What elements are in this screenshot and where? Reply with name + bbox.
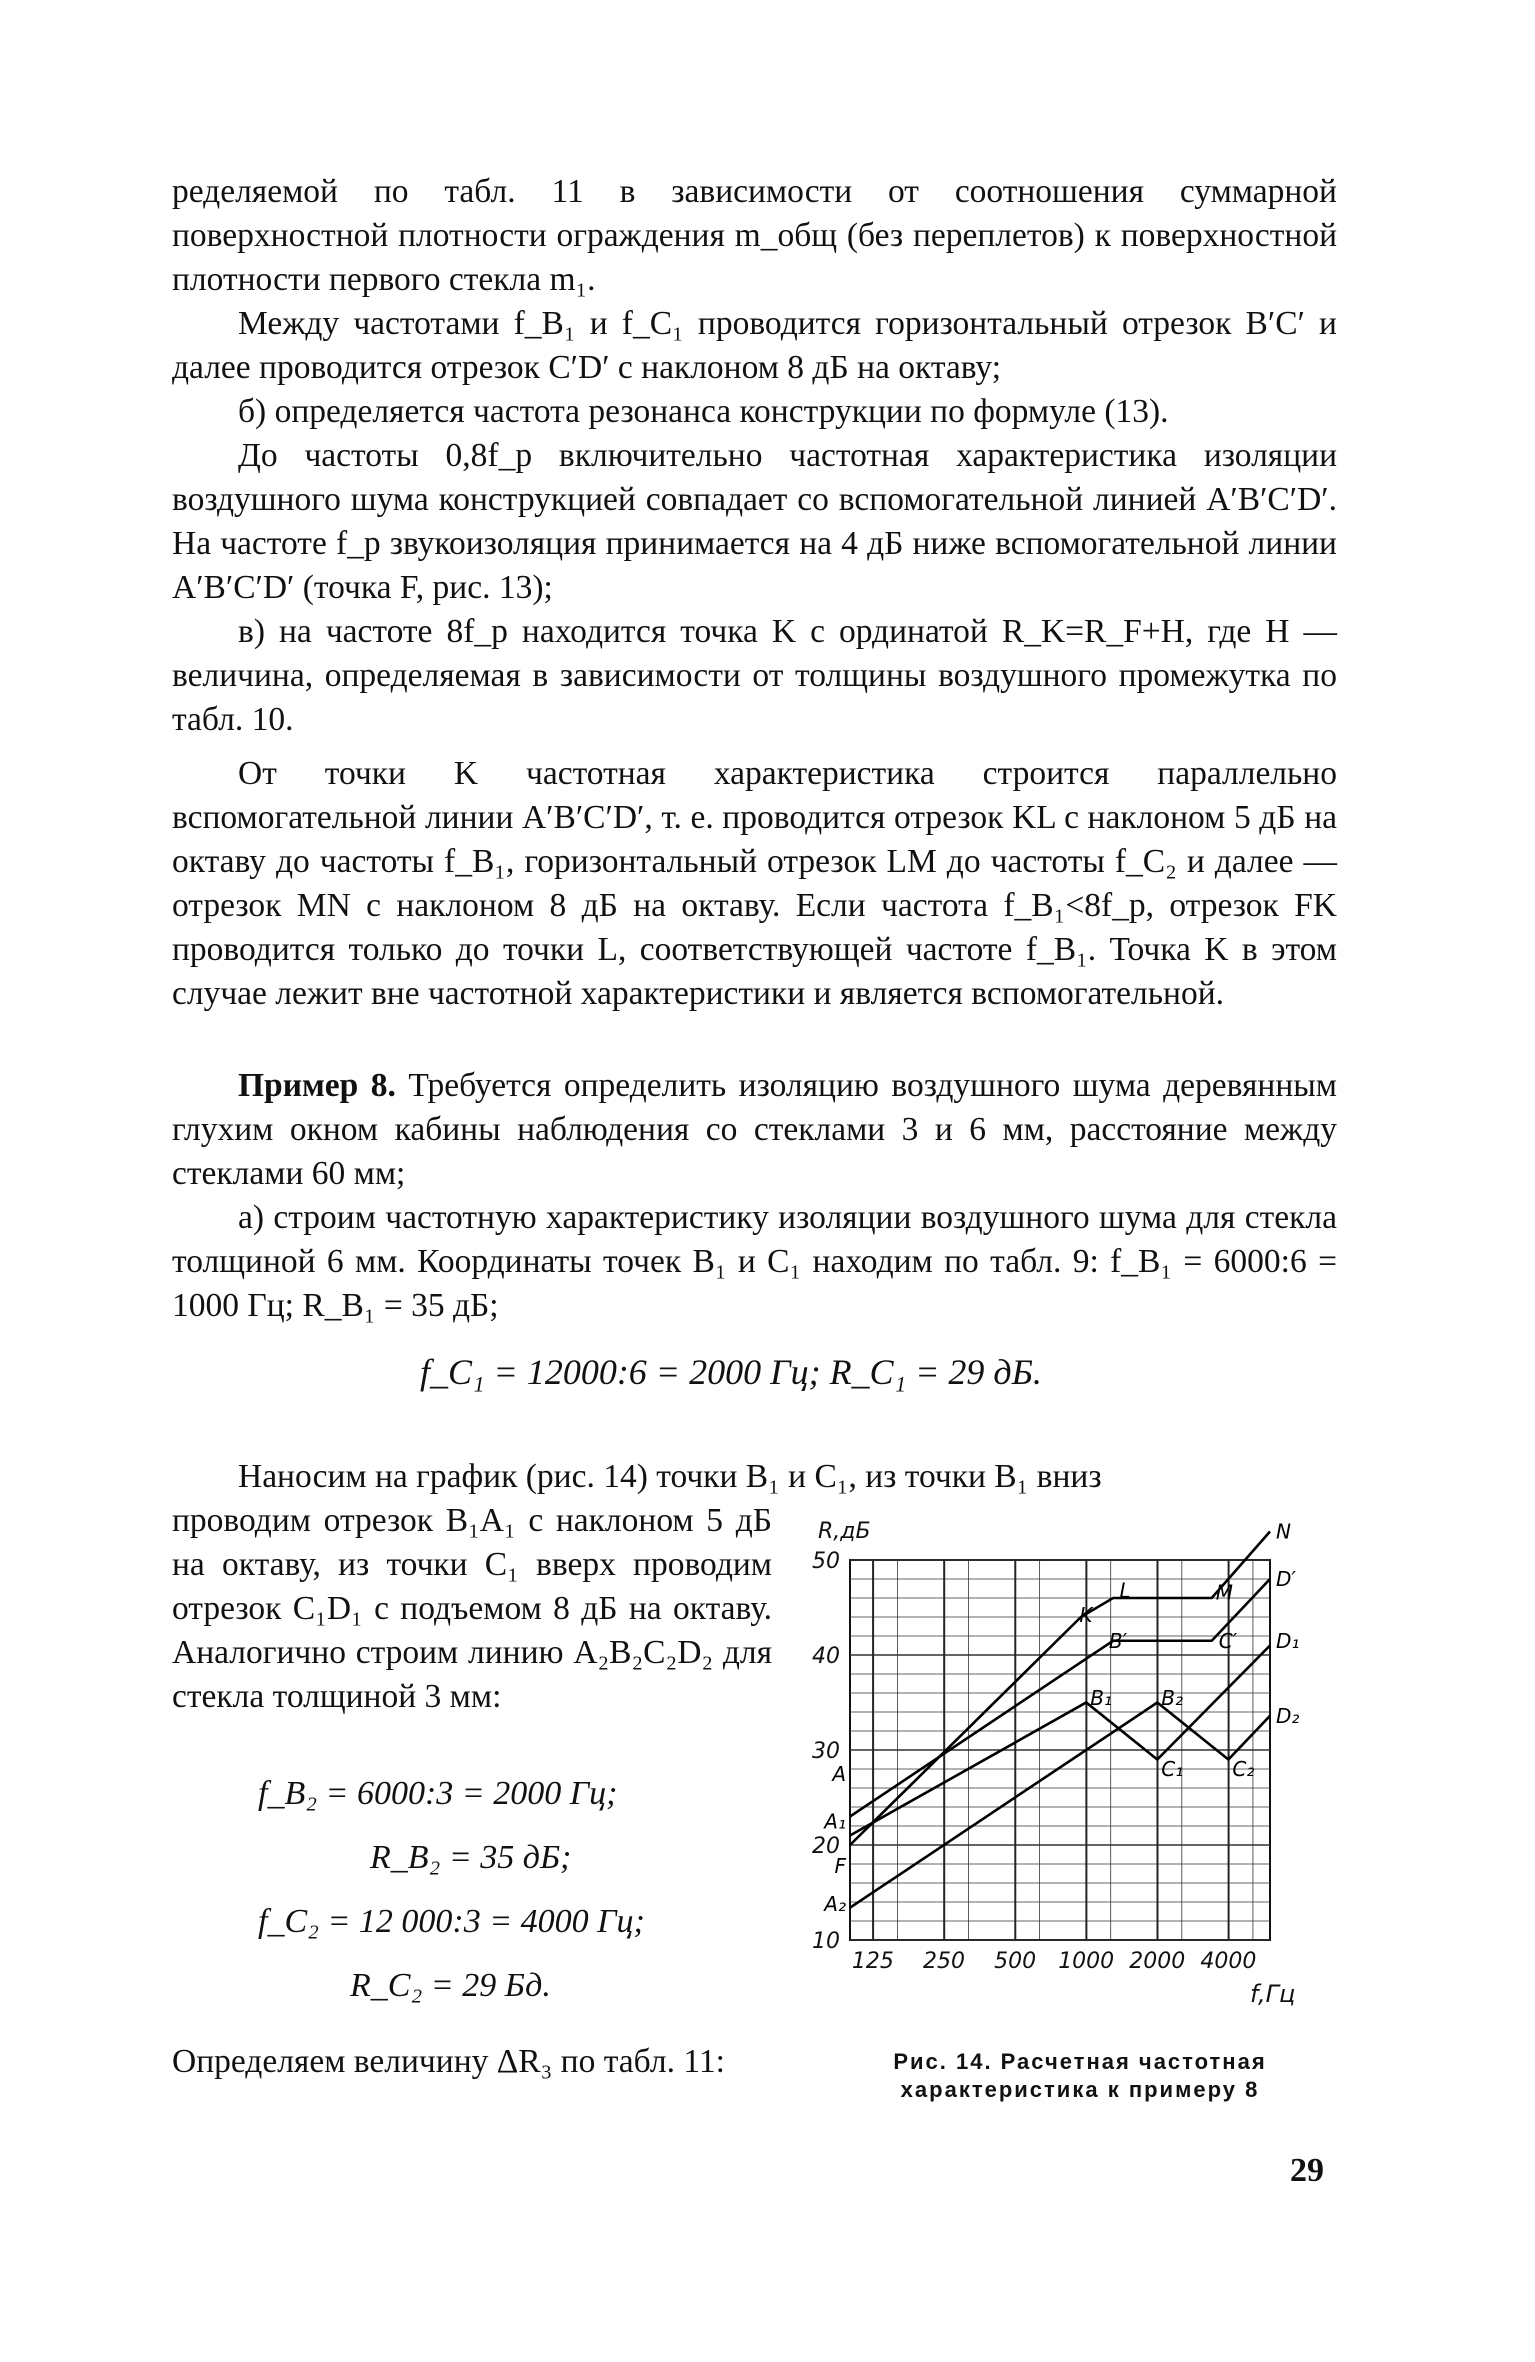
point-label: C′ xyxy=(1218,1628,1238,1653)
paragraph: а) строим частотную характеристику изоляции воздушного шума для стекла толщиной 6 мм. Координаты точек B₁ и C₁ находим по табл. 9: f_B₁ = 6000:6 = 1000 Гц; R_B₁ = 35 дБ; xyxy=(172,1199,1337,1324)
paragraph: ределяемой по табл. 11 в зависимости от соотношения суммарной поверхностной плотности ограждения m_общ (без переплетов) к поверхностной плотности первого стекла m₁. xyxy=(172,173,1337,298)
page-number: 29 xyxy=(1290,2152,1324,2189)
figure-caption: Рис. 14. Расчетная частотная характеристика к примеру 8 xyxy=(893,2049,1267,2102)
y-tick-label: 10 xyxy=(812,1929,840,1954)
point-label: A₁ xyxy=(824,1809,846,1834)
series-line xyxy=(850,1703,1270,1908)
x-tick-label: 125 xyxy=(851,1949,894,1974)
point-label: D′ xyxy=(1276,1567,1296,1591)
x-tick-label: 500 xyxy=(994,1949,1037,1974)
example-paragraph xyxy=(172,1064,1337,1196)
point-label: A₂ xyxy=(824,1891,846,1916)
formula-fc2: f_C₂ = 12 000:3 = 4000 Гц; xyxy=(258,1903,645,1940)
point-label: A xyxy=(832,1761,846,1786)
formula-rb2: R_B₂ = 35 дБ; xyxy=(370,1839,572,1876)
y-tick-label: 40 xyxy=(812,1644,840,1669)
point-label: B₁ xyxy=(1090,1685,1112,1710)
series-line xyxy=(850,1532,1270,1846)
point-label: N xyxy=(1276,1519,1291,1544)
point-label: C₁ xyxy=(1161,1757,1184,1781)
paragraph: От точки K частотная характеристика строится параллельно вспомогательной линии A′B′C′D′, т. е. проводится отрезок KL с наклоном 5 дБ на октаву до частоты f_B₁, горизонтальный отрезок LM до частоты f_C₂ и далее — отрезок MN с наклоном 8 дБ на октаву. Если частота f_B₁<8f_р, отрезок FK проводится только до точки L, соответствующей частоте f_B₁. Точка K в этом случае лежит вне частотной характеристики и является вспомогательной. xyxy=(172,755,1337,1012)
formula-fb2: f_B₂ = 6000:3 = 2000 Гц; xyxy=(258,1775,618,1812)
point-label: B′ xyxy=(1108,1628,1128,1653)
determine-text: Определяем величину ΔR₃ по табл. 11: xyxy=(172,2043,725,2080)
y-tick-label: 20 xyxy=(812,1834,840,1859)
x-tick-label: 4000 xyxy=(1200,1949,1257,1974)
y-tick-label: 30 xyxy=(812,1739,840,1764)
point-label: L xyxy=(1119,1578,1131,1603)
point-label: B₂ xyxy=(1161,1685,1184,1710)
point-label: K xyxy=(1079,1603,1093,1628)
formula-rc2: R_C₂ = 29 Бд. xyxy=(350,1967,551,2004)
point-label: F xyxy=(834,1853,846,1878)
point-label: D₁ xyxy=(1276,1628,1300,1653)
point-label: D₂ xyxy=(1276,1703,1300,1728)
plotting-text: проводим отрезок B₁A₁ с наклоном 5 дБ на октаву, из точки C₁ вверх проводим отрезок C₁D₁ с подъемом 8 дБ на октаву. Аналогично строим линию A₂B₂C₂D₂ для стекла толщиной 3 мм: xyxy=(172,1502,772,1715)
paragraph: Наносим на график (рис. 14) точки B₁ и C₁, из точки B₁ вниз xyxy=(238,1458,1102,1495)
paragraph: До частоты 0,8f_р включительно частотная характеристика изоляции воздушного шума конструкцией совпадает со вспомогательной линией A′B′C′D′. На частоте f_р звукоизоляция принимается на 4 дБ ниже вспомогательной линии A′B′C′D′ (точка F, рис. 13); xyxy=(172,437,1337,606)
y-axis-label: R,дБ xyxy=(818,1519,871,1544)
paragraph: б) определяется частота резонанса конструкции по формуле (13). xyxy=(238,393,1169,430)
example-label: Пример 8. xyxy=(238,1067,396,1104)
y-tick-label: 50 xyxy=(812,1549,840,1574)
example-text: Требуется определить изоляцию воздушного шума деревянным глухим окном кабины наблюдения со стеклами 3 и 6 мм, расстояние между стеклами 60 мм; xyxy=(172,1067,1337,1192)
paragraph: в) на частоте 8f_р находится точка K с ординатой R_K=R_F+H, где H — величина, определяемая в зависимости от толщины воздушного промежутка по табл. 10. xyxy=(172,613,1337,738)
x-axis-label: f,Гц xyxy=(1250,1980,1296,2008)
formula-c1: f_C₁ = 12000:6 = 2000 Гц; R_C₁ = 29 дБ. xyxy=(420,1352,1042,1392)
paragraph: Между частотами f_B₁ и f_C₁ проводится горизонтальный отрезок B′C′ и далее проводится отрезок C′D′ с наклоном 8 дБ на октаву; xyxy=(172,305,1337,386)
x-tick-label: 250 xyxy=(922,1949,965,1974)
frequency-chart xyxy=(780,1500,1320,2040)
point-label: M xyxy=(1215,1580,1234,1605)
x-tick-label: 1000 xyxy=(1058,1949,1115,1974)
point-label: C₂ xyxy=(1232,1757,1255,1781)
series-line xyxy=(850,1579,1270,1817)
x-tick-label: 2000 xyxy=(1129,1949,1186,1974)
series-group xyxy=(850,1532,1270,1908)
